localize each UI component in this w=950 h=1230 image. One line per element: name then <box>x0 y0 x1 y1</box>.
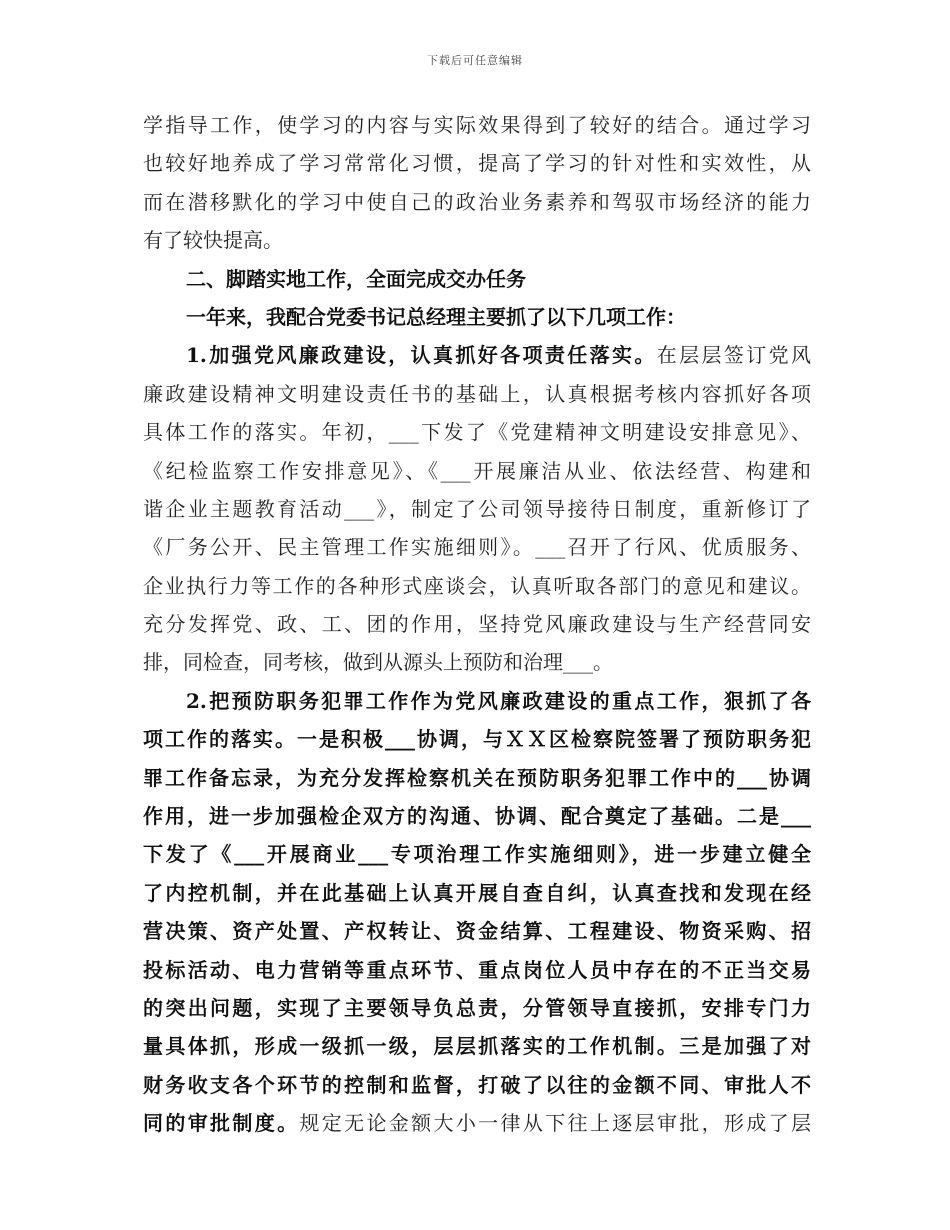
bold-text-line: 的突出问题，实现了主要领导负总责，分管领导直接抓，安排专门力 <box>143 995 811 1020</box>
item-2-last-bold: 同的审批制度。 <box>143 1111 300 1136</box>
bold-text-line: 2.把预防职务犯罪工作作为党风廉政建设的重点工作，狠抓了各 <box>186 688 811 713</box>
text-line: 而在潜移默化的学习中使自己的政治业务素养和驾驭市场经济的能力 <box>143 189 811 214</box>
item-2-last-rest: 规定无论金额大小一律从下往上逐层审批，形成了层 <box>299 1111 811 1136</box>
item-1-title: 1.加强党风廉政建设，认真抓好各项责任落实。 <box>186 343 657 368</box>
bold-text-line: 下发了《___开展商业___专项治理工作实施细则》，进一步建立健全 <box>143 842 811 867</box>
item-1 <box>143 336 811 682</box>
bold-text-line: 营决策、资产处置、产权转让、资金结算、工程建设、物资采购、招 <box>143 919 811 944</box>
bold-text-line: 作用，进一步加强检企双方的沟通、协调、配合奠定了基础。二是___ <box>143 804 811 829</box>
text-line: 也较好地养成了学习常常化习惯，提高了学习的针对性和实效性，从 <box>143 151 811 176</box>
bold-text-line: 项工作的落实。一是积极___协调，与ＸＸ区检察院签署了预防职务犯 <box>143 727 811 752</box>
text-line: 排，同检查，同考核，做到从源头上预防和治理___。 <box>143 650 613 675</box>
item-2-last-line <box>143 1104 811 1142</box>
bold-text-line: 财务收支各个环节的控制和监督，打破了以往的金额不同、审批人不 <box>143 1072 811 1097</box>
document-body <box>143 106 811 1143</box>
text-line: 谐企业主题教育活动___》，制定了公司领导接待日制度，重新修订了 <box>143 496 811 521</box>
item-1-first-line <box>143 336 811 374</box>
text-line: 企业执行力等工作的各种形式座谈会，认真听取各部门的意见和建议。 <box>143 573 811 598</box>
section-heading: 二、脚踏实地工作，全面完成交办任务 <box>186 266 526 291</box>
text-line: 有了较快提高。 <box>143 228 283 253</box>
bold-text-line: 罪工作备忘录，为充分发挥检察机关在预防职务犯罪工作中的___协调 <box>143 765 811 790</box>
section-intro: 一年来，我配合党委书记总经理主要抓了以下几项工作： <box>186 304 686 329</box>
paragraph-1 <box>143 106 811 260</box>
header-note: 下载后可任意编辑 <box>427 54 523 67</box>
text-line: 《厂务公开、民主管理工作实施细则》。___召开了行风、优质服务、 <box>143 535 811 560</box>
text-line: 具体工作的落实。年初，___下发了《党建精神文明建设安排意见》、 <box>143 420 811 445</box>
item-1-first-line-rest: 在层层签订党风 <box>656 343 811 368</box>
bold-text-line: 量具体抓，形成一级抓一级，层层抓落实的工作机制。三是加强了对 <box>143 1034 811 1059</box>
item-2 <box>143 682 811 1143</box>
text-line: 学指导工作，使学习的内容与实际效果得到了较好的结合。通过学习 <box>143 113 811 137</box>
text-line: 廉政建设精神文明建设责任书的基础上，认真根据考核内容抓好各项 <box>143 381 811 406</box>
text-line: 《纪检监察工作安排意见》、《___开展廉洁从业、依法经营、构建和 <box>143 458 811 483</box>
text-line: 充分发挥党、政、工、团的作用，坚持党风廉政建设与生产经营同安 <box>143 612 811 637</box>
bold-text-line: 了内控机制，并在此基础上认真开展自查自纠，认真查找和发现在经 <box>143 880 811 905</box>
bold-text-line: 投标活动、电力营销等重点环节、重点岗位人员中存在的不正当交易 <box>143 957 811 982</box>
